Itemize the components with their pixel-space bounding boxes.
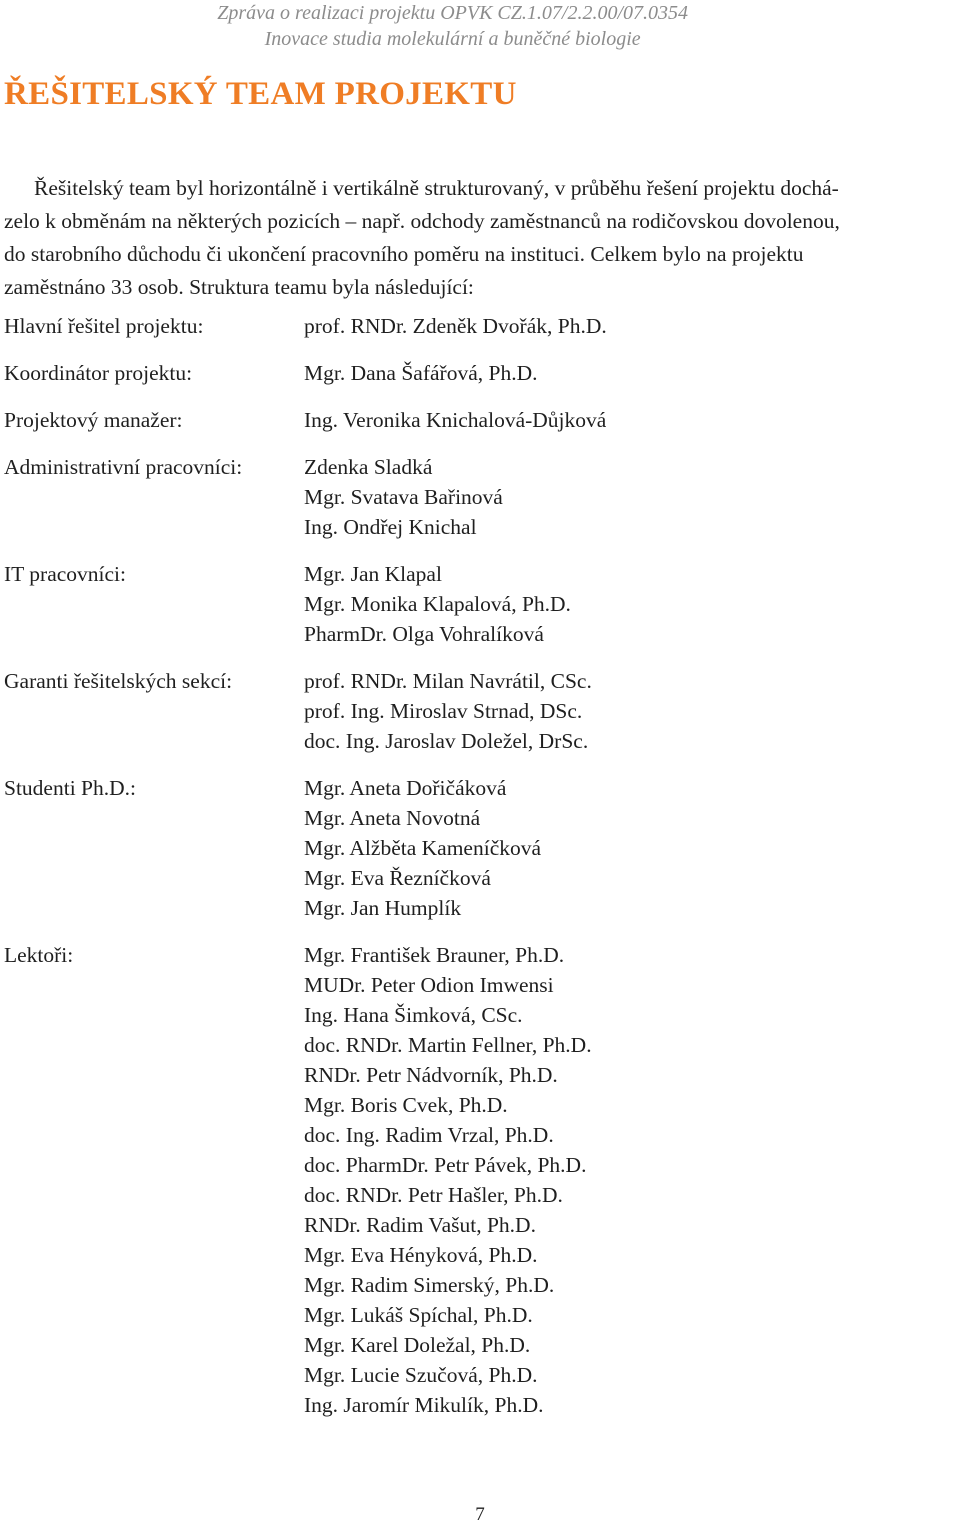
team-member-list [304, 559, 944, 649]
team-role-label: IT pracovníci: [4, 562, 126, 586]
team-member-name: Ing. Ondřej Knichal [304, 515, 477, 539]
intro-paragraph [4, 172, 956, 304]
team-group [4, 773, 944, 923]
team-member-name: doc. PharmDr. Petr Pávek, Ph.D. [304, 1153, 587, 1177]
team-member-name: Mgr. Eva Řezníčková [304, 866, 491, 890]
team-role-label: Garanti řešitelských sekcí: [4, 669, 233, 693]
team-member-name: Mgr. Lukáš Spíchal, Ph.D. [304, 1303, 533, 1327]
team-member-name: doc. Ing. Radim Vrzal, Ph.D. [304, 1123, 554, 1147]
team-member-name: Mgr. Jan Klapal [304, 562, 442, 586]
team-member-name: Mgr. Karel Doležal, Ph.D. [304, 1333, 531, 1357]
team-member-name: Mgr. Alžběta Kameníčková [304, 836, 542, 860]
team-group [4, 405, 944, 435]
team-member-name: Mgr. Lucie Szučová, Ph.D. [304, 1363, 538, 1387]
team-member-name: Mgr. Dana Šafářová, Ph.D. [304, 361, 538, 385]
team-member-name: MUDr. Peter Odion Imwensi [304, 973, 554, 997]
team-member-name: prof. RNDr. Zdeněk Dvořák, Ph.D. [304, 314, 607, 338]
team-member-name: RNDr. Radim Vašut, Ph.D. [304, 1213, 536, 1237]
team-member-name: Mgr. Boris Cvek, Ph.D. [304, 1093, 508, 1117]
team-member-name: Mgr. Monika Klapalová, Ph.D. [304, 592, 571, 616]
page-number: 7 [475, 1504, 485, 1525]
team-member-list [304, 405, 944, 435]
team-member-list [304, 452, 944, 542]
team-member-name: doc. RNDr. Petr Hašler, Ph.D. [304, 1183, 563, 1207]
team-member-name: prof. RNDr. Milan Navrátil, CSc. [304, 669, 592, 693]
header-project-name: Inovace studia molekulární a buněčné biologie [264, 28, 641, 50]
team-member-name: prof. Ing. Miroslav Strnad, DSc. [304, 699, 583, 723]
team-member-name: Mgr. František Brauner, Ph.D. [304, 943, 565, 967]
team-member-name: PharmDr. Olga Vohralíková [304, 622, 544, 646]
team-member-name: RNDr. Petr Nádvorník, Ph.D. [304, 1063, 558, 1087]
team-member-list [304, 940, 944, 1420]
team-role-label: Lektoři: [4, 943, 74, 967]
team-member-name: Mgr. Aneta Novotná [304, 806, 481, 830]
team-role-label: Administrativní pracovníci: [4, 455, 243, 479]
team-role-label: Studenti Ph.D.: [4, 776, 137, 800]
team-member-name: Mgr. Radim Simerský, Ph.D. [304, 1273, 555, 1297]
intro-line: do starobního důchodu či ukončení pracovního poměru na instituci. Celkem bylo na projektu [4, 242, 804, 266]
page-title: ŘEŠITELSKÝ TEAM PROJEKTU [4, 76, 517, 112]
team-group [4, 559, 944, 649]
team-group [4, 666, 944, 756]
team-member-name: doc. Ing. Jaroslav Doležel, DrSc. [304, 729, 589, 753]
team-member-name: Mgr. Svatava Bařinová [304, 485, 503, 509]
team-group [4, 940, 944, 1420]
team-member-name: Zdenka Sladká [304, 455, 433, 479]
team-member-name: Mgr. Jan Humplík [304, 896, 462, 920]
team-member-list [304, 773, 944, 923]
team-role-label: Koordinátor projektu: [4, 361, 193, 385]
intro-line: Řešitelský team byl horizontálně i vertikálně strukturovaný, v průběhu řešení projektu dochá- [34, 176, 839, 200]
team-group [4, 358, 944, 388]
team-member-name: Ing. Jaromír Mikulík, Ph.D. [304, 1393, 544, 1417]
team-member-name: Mgr. Aneta Dořičáková [304, 776, 507, 800]
team-group [4, 452, 944, 542]
team-role-label: Projektový manažer: [4, 408, 183, 432]
team-group [4, 311, 944, 341]
team-member-list [304, 311, 944, 341]
team-member-list [304, 666, 944, 756]
header-report-title: Zpráva o realizaci projektu OPVK CZ.1.07/2.2.00/07.0354 [217, 2, 688, 24]
team-member-name: doc. RNDr. Martin Fellner, Ph.D. [304, 1033, 592, 1057]
team-member-name: Ing. Hana Šimková, CSc. [304, 1003, 523, 1027]
team-member-name: Mgr. Eva Hényková, Ph.D. [304, 1243, 538, 1267]
page-header [217, 0, 688, 52]
intro-line: zaměstnáno 33 osob. Struktura teamu byla následující: [4, 275, 474, 299]
team-member-name: Ing. Veronika Knichalová-Důjková [304, 408, 607, 432]
team-list [4, 311, 944, 1437]
team-role-label: Hlavní řešitel projektu: [4, 314, 204, 338]
intro-line: zelo k obměnám na některých pozicích – např. odchody zaměstnanců na rodičovskou dovolenou, [4, 209, 840, 233]
team-member-list [304, 358, 944, 388]
